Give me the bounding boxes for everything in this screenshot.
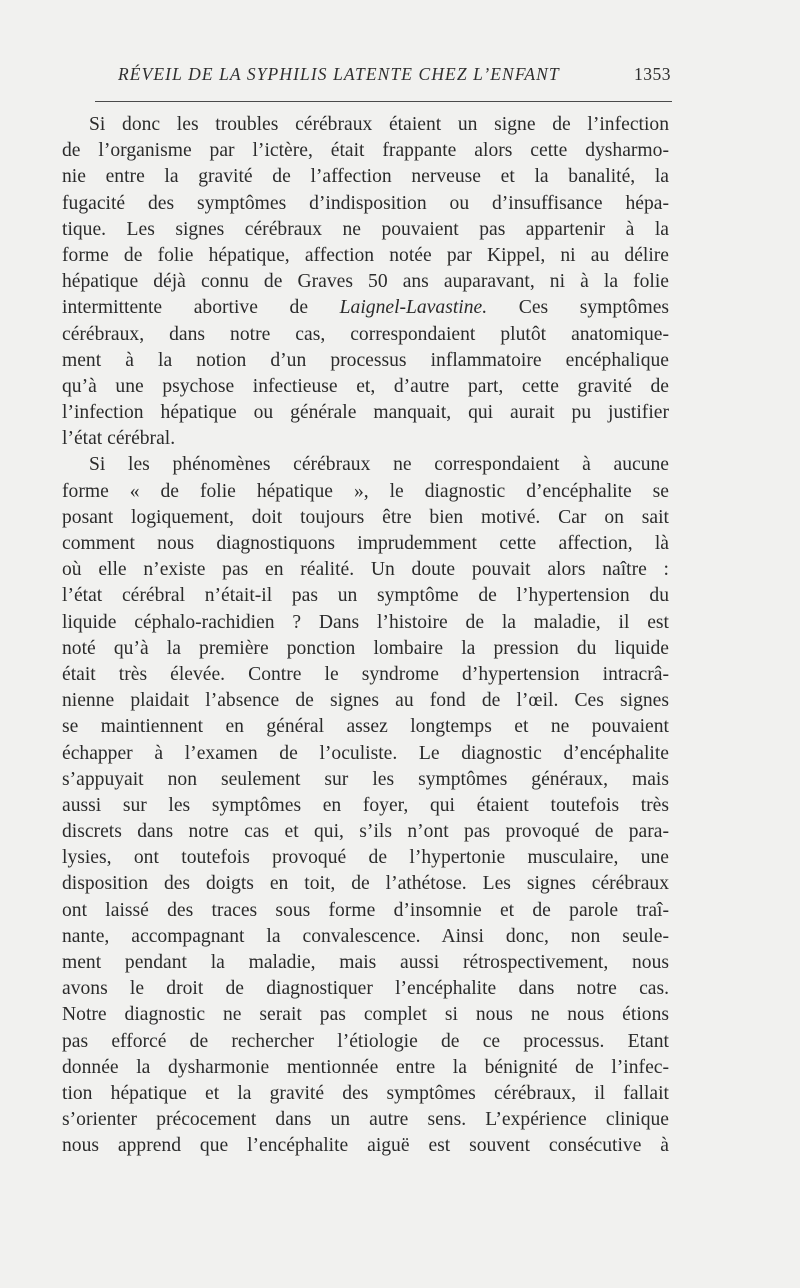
paragraph-2 <box>62 452 669 1159</box>
text-line: nante, accompagnant la convalescence. Ainsi donc, non seule- <box>62 925 669 947</box>
text-line: Notre diagnostic ne serait pas complet si nous ne nous étions <box>62 1004 669 1026</box>
text-line: s’orienter précocement dans un autre sens. L’expérience clinique <box>62 1109 669 1131</box>
page-number: 1353 <box>634 64 671 84</box>
text-line: où elle n’existe pas en réalité. Un doute pouvait alors naître : <box>62 559 669 581</box>
header-rule <box>95 101 672 102</box>
text-line: avons le droit de diagnostiquer l’encéphalite dans notre cas. <box>62 978 669 1000</box>
body-text <box>62 112 669 1160</box>
text-line: de l’organisme par l’ictère, était frappante alors cette dysharmo- <box>62 140 669 162</box>
text-line: aussi sur les symptômes en foyer, qui étaient toutefois très <box>62 794 669 816</box>
text-line: cérébraux, dans notre cas, correspondaient plutôt anatomique- <box>62 323 669 345</box>
text-line: lysies, ont toutefois provoqué de l’hypertonie musculaire, une <box>62 847 669 869</box>
text-line: l’état cérébral n’était-il pas un symptôme de l’hypertension du <box>62 585 669 607</box>
text-line: ont laissé des traces sous forme d’insomnie et de parole traî- <box>62 899 669 921</box>
paragraph-1 <box>62 112 669 452</box>
text-line: posant logiquement, doit toujours être bien motivé. Car on sait <box>62 506 669 528</box>
text-segment: Ces symptômes <box>487 297 670 319</box>
text-line: l’état cérébral. <box>62 428 176 450</box>
text-segment: intermittente abortive de <box>62 297 340 319</box>
text-line: donnée la dysharmonie mentionnée entre la bénignité de l’infec- <box>62 1056 669 1078</box>
text-line: noté qu’à la première ponction lombaire la pression du liquide <box>62 637 669 659</box>
text-line: forme « de folie hépatique », le diagnostic d’encéphalite se <box>62 480 669 502</box>
text-line: tion hépatique et la gravité des symptômes cérébraux, il fallait <box>62 1082 669 1104</box>
text-line: l’infection hépatique ou générale manquait, qui aurait pu justifier <box>62 402 669 424</box>
running-head <box>118 64 671 90</box>
text-line: hépatique déjà connu de Graves 50 ans auparavant, ni à la folie <box>62 271 669 293</box>
text-line: nienne plaidait l’absence de signes au fond de l’œil. Ces signes <box>62 690 669 712</box>
text-line: comment nous diagnostiquons imprudemment cette affection, là <box>62 533 669 554</box>
text-line: était très élevée. Contre le syndrome d’hypertension intracrâ- <box>62 663 669 685</box>
text-line: forme de folie hépatique, affection notée par Kippel, ni au délire <box>62 244 669 266</box>
text-line: ment à la notion d’un processus inflammatoire encéphalique <box>62 349 669 371</box>
text-line: nous apprend que l’encéphalite aiguë est souvent consécutive à <box>62 1135 669 1157</box>
text-line: ment pendant la maladie, mais aussi rétrospectivement, nous <box>62 952 669 973</box>
text-line: échapper à l’examen de l’oculiste. Le diagnostic d’encéphalite <box>62 742 669 764</box>
running-title: RÉVEIL DE LA SYPHILIS LATENTE CHEZ L’ENFANT <box>118 64 560 84</box>
text-line: Si donc les troubles cérébraux étaient un signe de l’infection <box>89 114 669 135</box>
text-line: s’appuyait non seulement sur les symptômes généraux, mais <box>62 768 669 790</box>
text-line: pas efforcé de rechercher l’étiologie de ce processus. Etant <box>62 1030 669 1052</box>
text-line: disposition des doigts en toit, de l’athétose. Les signes cérébraux <box>62 873 669 895</box>
text-line: liquide céphalo-rachidien ? Dans l’histoire de la maladie, il est <box>62 611 669 633</box>
text-line: se maintiennent en général assez longtemps et ne pouvaient <box>62 716 669 738</box>
text-line: tique. Les signes cérébraux ne pouvaient pas appartenir à la <box>62 218 669 240</box>
text-line: qu’à une psychose infectieuse et, d’autre part, cette gravité de <box>62 375 669 397</box>
text-line: nie entre la gravité de l’affection nerveuse et la banalité, la <box>62 166 669 188</box>
text-line: discrets dans notre cas et qui, s’ils n’ont pas provoqué de para- <box>62 821 669 843</box>
text-line: Si les phénomènes cérébraux ne correspondaient à aucune <box>89 454 669 476</box>
text-line: fugacité des symptômes d’indisposition ou d’insuffisance hépa- <box>62 192 669 214</box>
text-line <box>62 295 669 321</box>
author-name-italic: Laignel-Lavastine. <box>339 297 488 319</box>
